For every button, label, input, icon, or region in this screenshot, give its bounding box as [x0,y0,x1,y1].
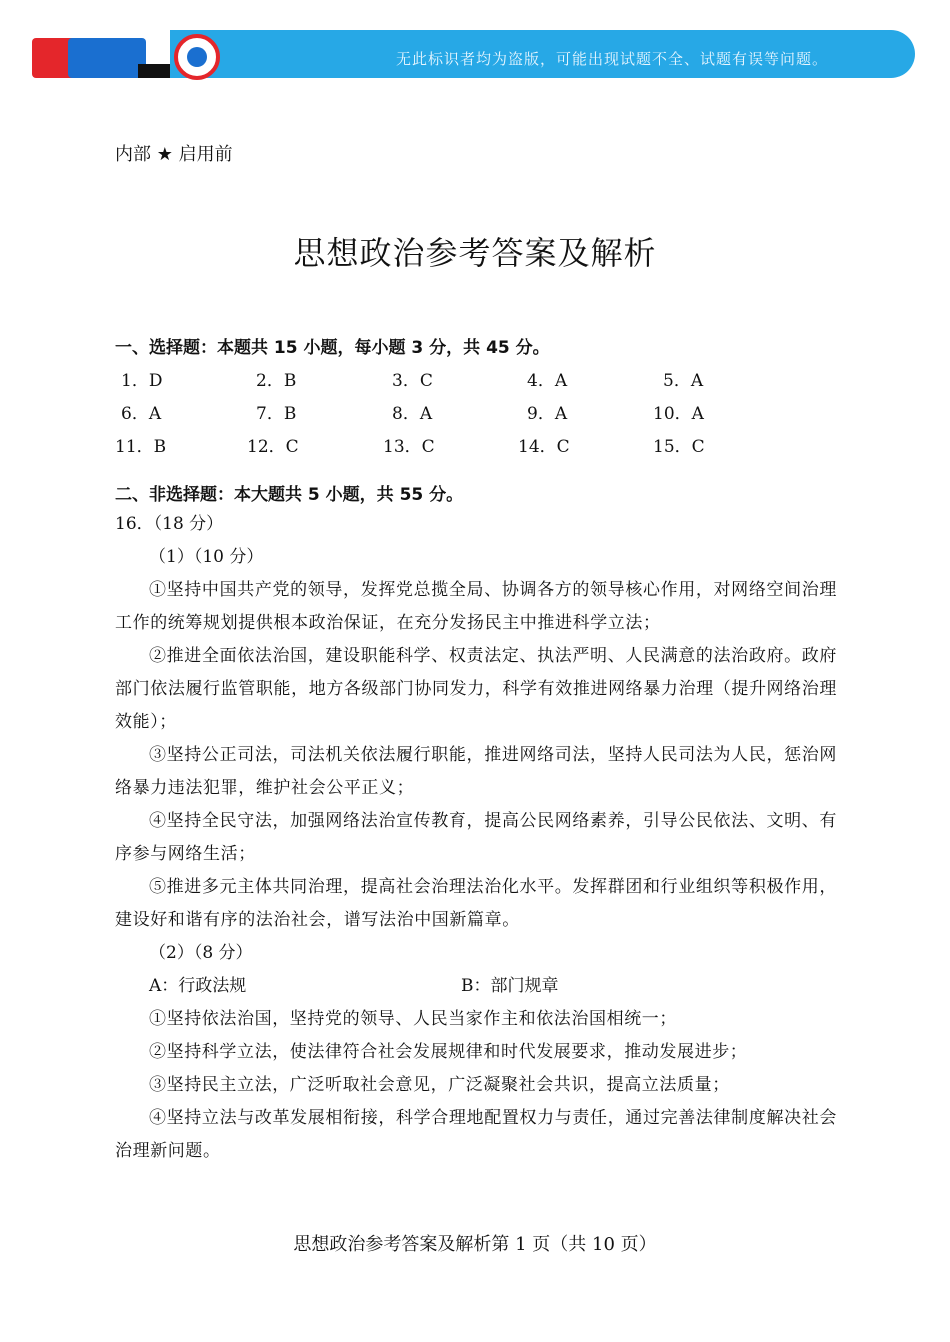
q16-part2-label: （2）（8 分） [149,943,253,963]
answer-cell: 7．B [256,404,297,424]
answer-cell: 8．A [392,404,433,424]
answer-grid [115,362,835,461]
answer-cell: 12．C [247,437,299,457]
answer-row [115,395,835,428]
section1-heading: 一、选择题：本题共 15 小题，每小题 3 分，共 45 分。 [115,338,550,358]
q16-part1-point: ②推进全面依法治国，建设职能科学、权责法定、执法严明、人民满意的法治政府。政府部门依法履行监管职能，地方各级部门协同发力，科学有效推进网络暴力治理（提升网络治理效能）； [115,646,837,732]
answer-cell: 5．A [663,371,704,391]
q16-part2-point: ②坚持科学立法，使法律符合社会发展规律和时代发展要求，推动发展进步； [149,1042,748,1062]
badge-center [187,47,207,67]
header-banner [0,0,950,90]
q16-part2-point: ④坚持立法与改革发展相衔接，科学合理地配置权力与责任，通过完善法律制度解决社会治理新问题。 [115,1108,837,1161]
q16-part2-b: B：部门规章 [461,976,559,996]
page-footer: 思想政治参考答案及解析第 1 页（共 10 页） [293,1234,657,1255]
answer-cell: 3．C [392,371,433,391]
q16-part2-a: A：行政法规 [149,976,247,996]
answer-cell: 11．B [115,437,167,457]
answer-row [115,362,835,395]
logo-blue-shape [68,38,146,78]
answer-cell: 14．C [518,437,570,457]
q16-part1-point: ⑤推进多元主体共同治理，提高社会治理法治化水平。发挥群团和行业组织等积极作用，建设好和谐有序的法治社会，谱写法治中国新篇章。 [115,877,837,930]
confidential-label: 内部 ★ 启用前 [115,144,233,165]
answer-cell: 1．D [121,371,163,391]
anti-counterfeit-badge-icon [174,34,220,80]
answer-cell: 2．B [256,371,297,391]
q16-part1-point: ①坚持中国共产党的领导，发挥党总揽全局、协调各方的领导核心作用，对网络空间治理工作的统筹规划提供根本政治保证，在充分发扬民主中推进科学立法； [115,580,837,633]
answer-cell: 6．A [121,404,162,424]
q16-part2-point: ③坚持民主立法，广泛听取社会意见，广泛凝聚社会共识，提高立法质量； [149,1075,730,1095]
answer-cell: 4．A [527,371,568,391]
answer-cell: 15．C [653,437,705,457]
q16-body [115,508,837,1168]
answer-cell: 9．A [527,404,568,424]
q16-part2-point: ①坚持依法治国，坚持党的领导、人民当家作主和依法治国相统一； [149,1009,677,1029]
answer-cell: 10．A [653,404,704,424]
answer-cell: 13．C [383,437,435,457]
publisher-logo [28,38,158,80]
q16-part2-ab-row [115,970,837,1003]
banner-notice: 无此标识者均为盗版，可能出现试题不全、试题有误等问题。 [396,50,829,68]
q16-part1-label: （1）（10 分） [149,547,264,567]
q16-part1-point: ③坚持公正司法，司法机关依法履行职能，推进网络司法，坚持人民司法为人民，惩治网络暴力违法犯罪，维护社会公平正义； [115,745,837,798]
q16-label: 16．（18 分） [115,514,224,534]
section2-heading: 二、非选择题：本大题共 5 小题，共 55 分。 [115,485,464,505]
page-title: 思想政治参考答案及解析 [293,234,657,272]
q16-part1-point: ④坚持全民守法，加强网络法治宣传教育，提高公民网络素养，引导公民依法、文明、有序参与网络生活； [115,811,837,864]
answer-row [115,428,835,461]
